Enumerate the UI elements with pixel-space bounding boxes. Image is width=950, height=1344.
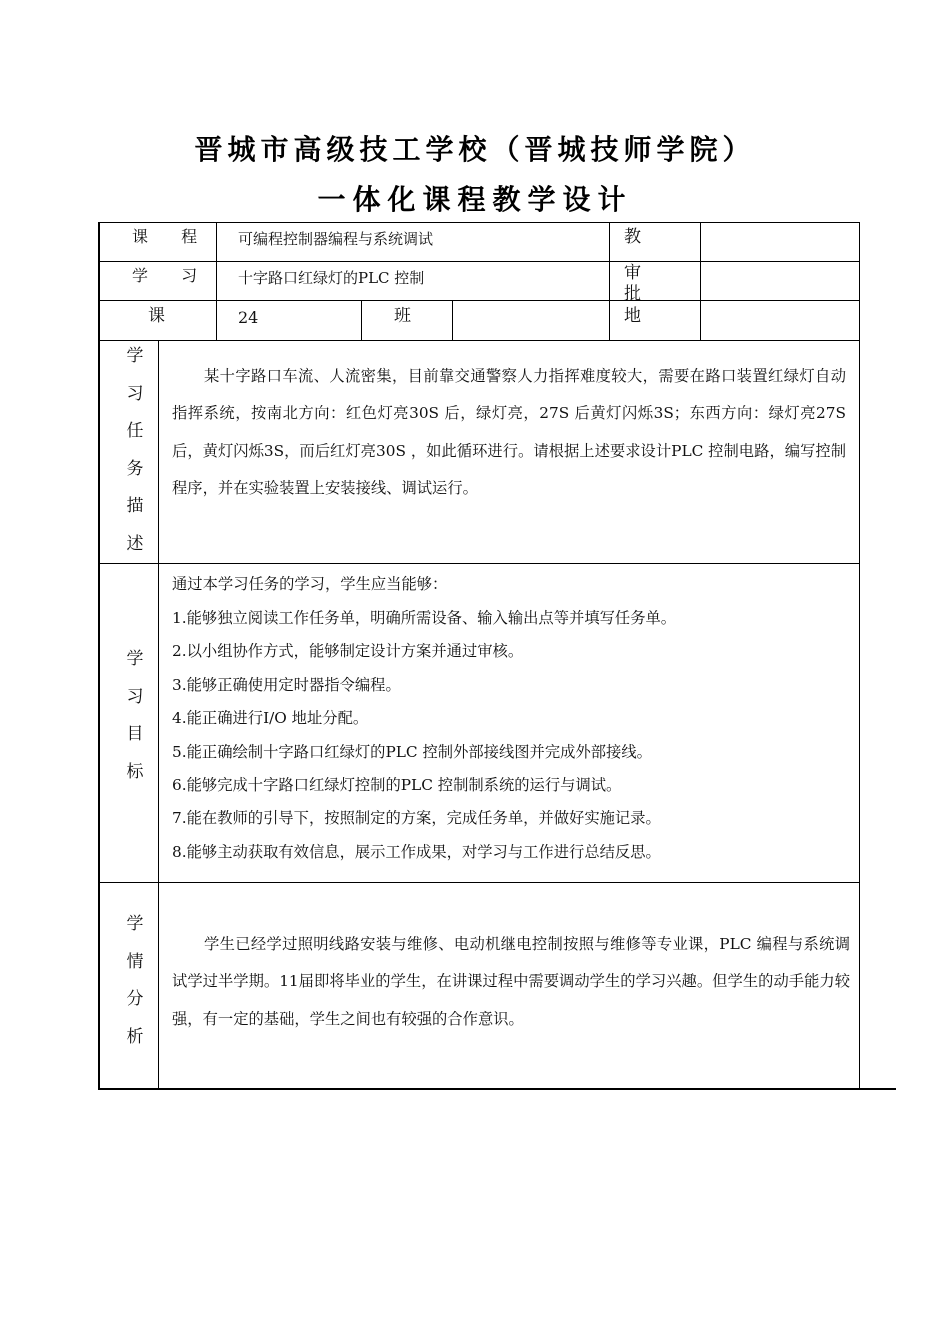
objective-item: 1.能够独立阅读工作任务单，明确所需设备、输入输出点等并填写任务单。: [172, 609, 677, 627]
col-divider: [609, 222, 610, 340]
table-bottom-border: [98, 1088, 896, 1090]
approve-label-clip: [624, 263, 654, 300]
course-design-table: [98, 222, 860, 1090]
objective-item: 8.能够主动获取有效信息，展示工作成果，对学习与工作进行总结反思。: [172, 842, 661, 861]
label-char: 情: [126, 951, 144, 972]
document-title: 一体化课程教学设计: [317, 183, 633, 216]
analysis-text: 学生已经学过照明线路安装与维修、电动机继电控制按照与维修等专业课，PLC 编程与系统调试学过半学期。11届即将毕业的学生，在讲课过程中需要调动学生的学习兴趣。但学生的动手能力较强，有一定的基础，学生之间也有较强的合作意识。: [172, 935, 850, 1028]
row-divider: [98, 340, 860, 341]
table-right-border: [859, 222, 860, 1090]
class-label: 班: [394, 306, 411, 326]
course-label: 课 程: [132, 227, 212, 246]
objective-item: 4.能正确进行I/O 地址分配。: [172, 709, 369, 728]
task-name: 十字路口红绿灯的PLC 控制: [238, 269, 425, 287]
teacher-label: 教: [624, 227, 641, 247]
label-char: 习: [126, 383, 144, 404]
table-top-border: [98, 222, 860, 223]
row-divider: [98, 882, 860, 883]
label-char: 学: [126, 346, 144, 366]
course-name: 可编程控制器编程与系统调试: [238, 230, 434, 248]
objectives-intro: 通过本学习任务的学习，学生应当能够：: [172, 575, 448, 593]
hours-value: 24: [238, 308, 259, 327]
col-divider: [452, 300, 453, 340]
task-label: 学 习: [132, 266, 212, 285]
label-char: 描: [126, 496, 144, 516]
row-divider: [98, 300, 860, 301]
analysis-label: [106, 906, 164, 1056]
row-divider: [98, 563, 860, 564]
table-left-border: [98, 222, 100, 1090]
label-char: 分: [126, 989, 144, 1009]
label-char: 务: [126, 458, 144, 479]
col-divider: [700, 222, 701, 340]
objectives-label: [106, 641, 164, 791]
school-title: 晋城市高级技工学校（晋城技师学院）: [194, 133, 756, 166]
label-char: 学: [126, 649, 144, 669]
label-char: 学: [126, 914, 144, 934]
label-char: 目: [126, 724, 144, 744]
label-char: 习: [126, 686, 144, 707]
objective-item: 7.能在教师的引导下，按照制定的方案，完成任务单，并做好实施记录。: [172, 809, 661, 828]
objective-item: 5.能正确绘制十字路口红绿灯的PLC 控制外部接线图并完成外部接线。: [172, 742, 652, 761]
objective-item: 3.能够正确使用定时器指令编程。: [172, 675, 401, 694]
col-divider: [361, 300, 362, 340]
approve-label: 审批: [624, 263, 641, 300]
label-char: 述: [126, 533, 144, 554]
label-char: 任: [126, 421, 144, 441]
label-char: 析: [126, 1026, 144, 1047]
objective-item: 6.能够完成十字路口红绿灯控制的PLC 控制制系统的运行与调试。: [172, 775, 622, 794]
label-char: 标: [126, 761, 144, 782]
row-divider: [98, 261, 860, 262]
objectives-list: [172, 608, 676, 875]
task-desc-label: [106, 338, 164, 563]
objective-item: 2.以小组协作方式，能够制定设计方案并通过审核。: [172, 642, 524, 661]
task-desc-text: 某十字路口车流、人流密集，目前靠交通警察人力指挥难度较大，需要在路口装置红绿灯自动指挥系统，按南北方向：红色灯亮30S 后，绿灯亮，27S 后黄灯闪烁3S；东西方向：绿灯亮27S 后，黄灯闪烁3S，而后红灯亮30S ，如此循环进行。请根据上述要求设计PLC 控制电路，编写控制程序，并在实验装置上安装接线、调试运行。: [172, 367, 846, 498]
hours-label: 课: [148, 306, 165, 326]
place-label: 地: [624, 306, 641, 326]
col-divider: [216, 222, 217, 340]
